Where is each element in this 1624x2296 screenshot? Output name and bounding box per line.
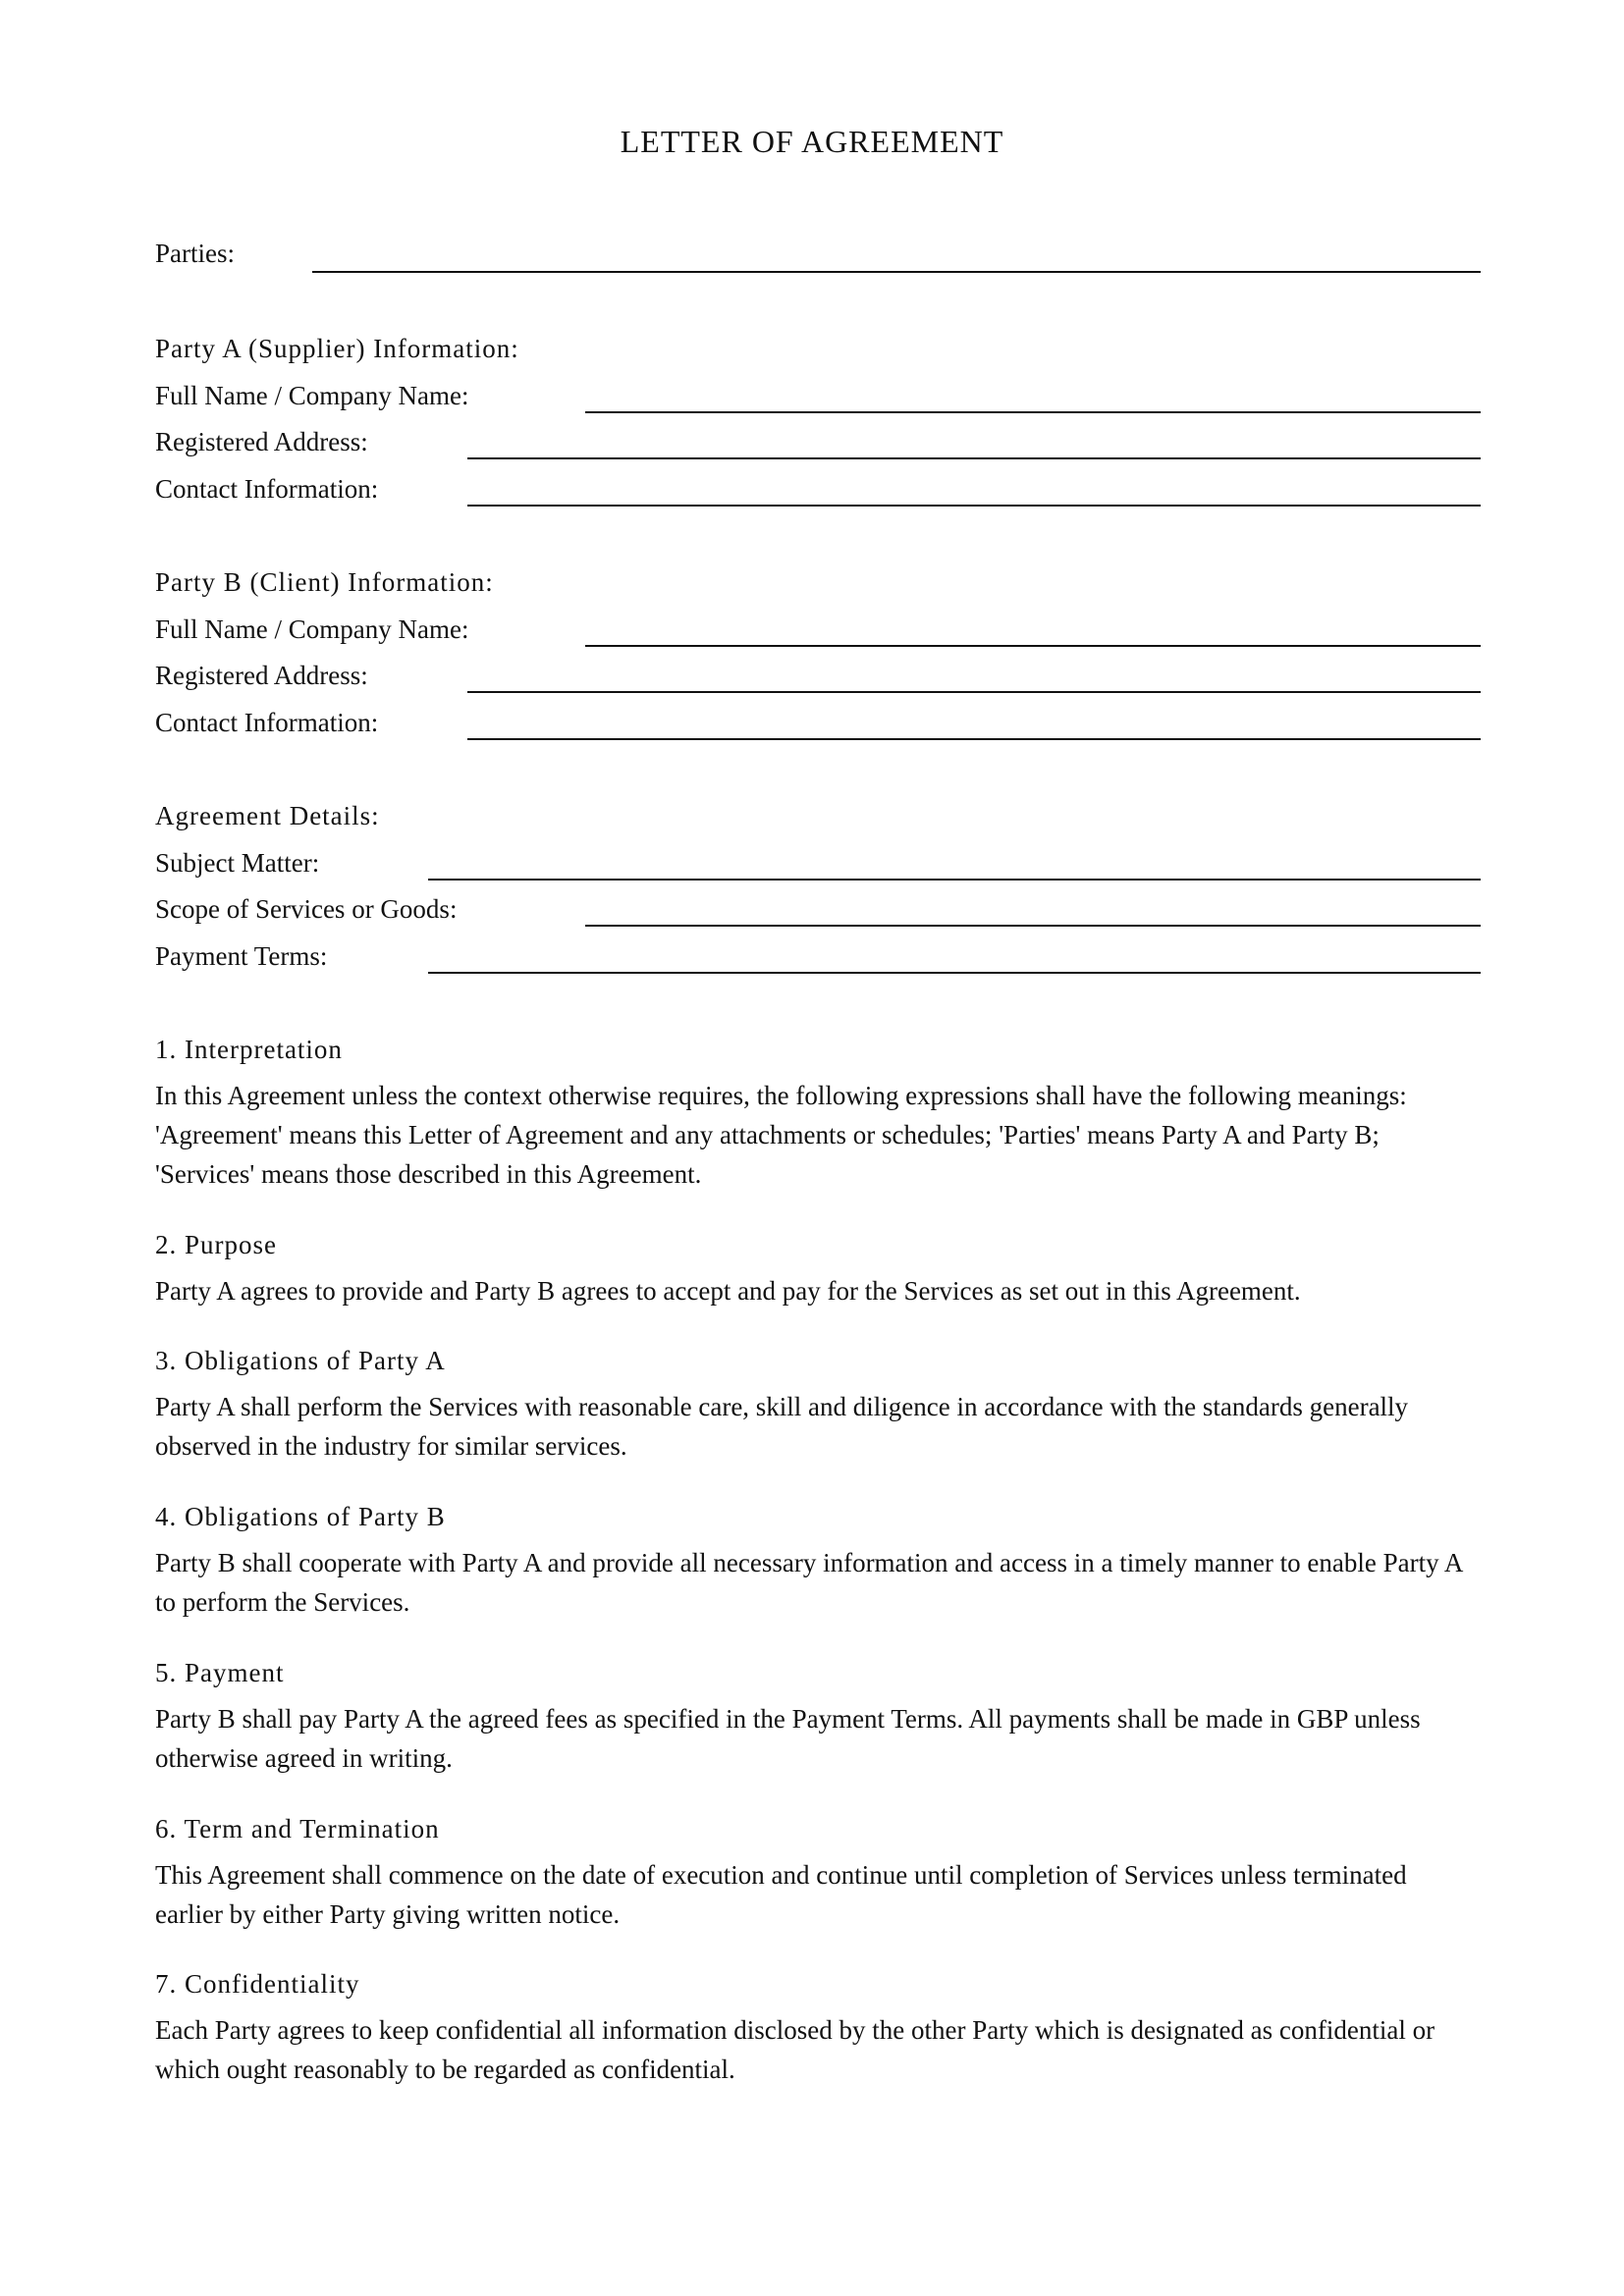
agreement-details-heading: Agreement Details: (155, 801, 380, 830)
party-a-name-label: Full Name / Company Name: (155, 381, 469, 410)
party-a-address-field[interactable] (467, 457, 1481, 459)
scope-field[interactable] (585, 925, 1481, 927)
party-b-address-label: Registered Address: (155, 661, 368, 690)
parties-field[interactable] (312, 271, 1481, 273)
party-a-contact-field[interactable] (467, 505, 1481, 507)
clause-body-term: This Agreement shall commence on the date of execution and continue until completion of Services unless terminated earlier by either Party giving written notice. (155, 1860, 1407, 1929)
clause-body-payment: Party B shall pay Party A the agreed fees as specified in the Payment Terms. All payments shall be made in GBP unless otherwise agreed in writing. (155, 1704, 1421, 1773)
party-a-contact-label: Contact Information: (155, 474, 379, 504)
party-b-address-field[interactable] (467, 691, 1481, 693)
clause-heading-term: 6. Term and Termination (155, 1814, 440, 1843)
party-a-address-label: Registered Address: (155, 427, 368, 456)
clause-heading-party-b-obligations: 4. Obligations of Party B (155, 1502, 446, 1531)
party-b-contact-field[interactable] (467, 738, 1481, 740)
scope-label: Scope of Services or Goods: (155, 894, 458, 924)
party-b-name-label: Full Name / Company Name: (155, 614, 469, 644)
clause-body-interpretation: In this Agreement unless the context otherwise requires, the following expressions shall have the following meanings: 'Agreement' means this Letter of Agreement and any attachments or schedules; 'Parties' means Party A and Party B; 'Services' means those described in this Agreement. (155, 1081, 1407, 1189)
clause-heading-payment: 5. Payment (155, 1658, 285, 1687)
parties-label: Parties: (155, 239, 235, 268)
clause-body-party-b-obligations: Party B shall cooperate with Party A and provide all necessary information and access in a timely manner to enable Party A to perform the Services. (155, 1548, 1462, 1617)
clause-body-confidentiality: Each Party agrees to keep confidential all information disclosed by the other Party which is designated as confidential or which ought reasonably to be regarded as confidential. (155, 2015, 1435, 2084)
subject-matter-label: Subject Matter: (155, 848, 320, 878)
clause-heading-interpretation: 1. Interpretation (155, 1035, 343, 1064)
clause-body-purpose: Party A agrees to provide and Party B agrees to accept and pay for the Services as set out in this Agreement. (155, 1276, 1301, 1306)
party-b-name-field[interactable] (585, 645, 1481, 647)
payment-terms-field[interactable] (428, 972, 1481, 974)
clause-heading-party-a-obligations: 3. Obligations of Party A (155, 1346, 446, 1375)
subject-matter-field[interactable] (428, 879, 1481, 881)
clause-heading-confidentiality: 7. Confidentiality (155, 1969, 360, 1999)
payment-terms-label: Payment Terms: (155, 941, 328, 971)
party-b-contact-label: Contact Information: (155, 708, 379, 737)
party-a-name-field[interactable] (585, 411, 1481, 413)
party-b-heading: Party B (Client) Information: (155, 567, 494, 597)
document-title: LETTER OF AGREEMENT (620, 124, 1004, 159)
clause-body-party-a-obligations: Party A shall perform the Services with reasonable care, skill and diligence in accordance with the standards generally observed in the industry for similar services. (155, 1392, 1409, 1461)
party-a-heading: Party A (Supplier) Information: (155, 334, 519, 363)
clause-heading-purpose: 2. Purpose (155, 1230, 277, 1259)
